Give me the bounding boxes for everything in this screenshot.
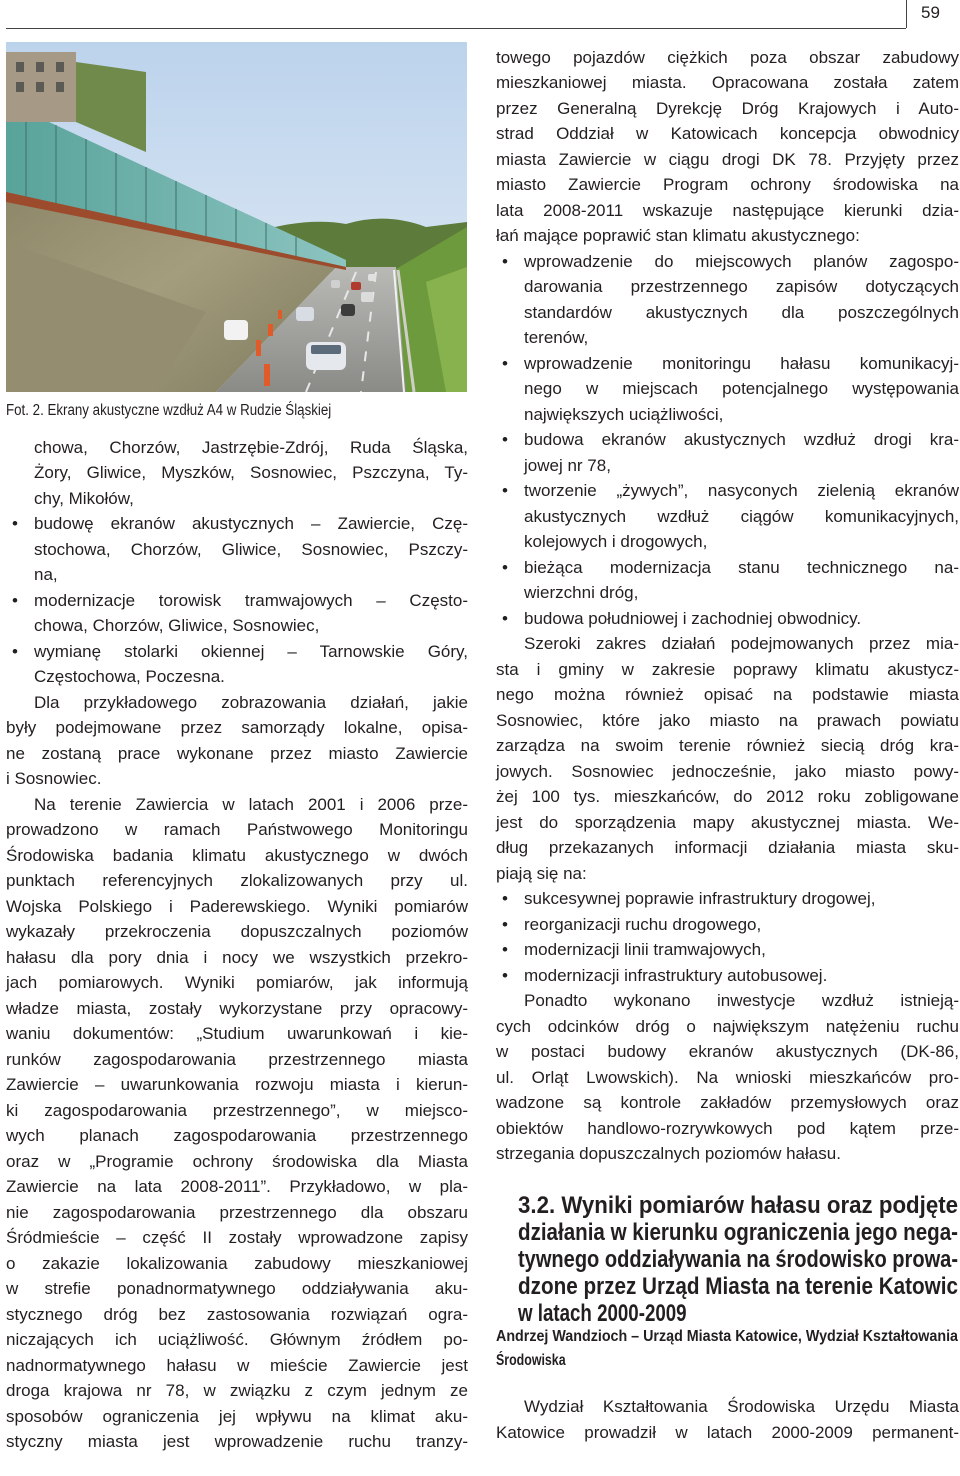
text-line: Dla przykładowego zobrazowania działań, jakie — [34, 693, 468, 712]
text-line: ul. Orląt Lwowskich). Na wnioski mieszkańców pro- — [496, 1068, 959, 1087]
text-line: nie zagospodarowania przestrzennego dla obszaru — [6, 1203, 468, 1222]
text-line: strzegania dopuszczalnych poziomów hałasu. — [496, 1144, 841, 1163]
author-line: Andrzej Wandzioch – Urząd Miasta Katowice, Wydział Kształtowania — [496, 1328, 958, 1345]
text-line: mieszkaniowej miasta. Opracowana została zatem — [496, 73, 959, 92]
text-line: nadnormatywnego hałasu w mieście Zawiercie jest — [6, 1356, 468, 1375]
text-line: piają się na: — [496, 864, 587, 883]
text-line: Ponadto wykonano inwestycje wzdłuż istnieją- — [524, 991, 959, 1010]
section-heading-line: dzone przez Urząd Miasta na terenie Katowic — [518, 1273, 958, 1300]
text-line: nego można również opisać na podstawie miasta — [496, 685, 959, 704]
text-line: jach pomiarowych. Wyniki pomiarów, jak informują — [6, 973, 468, 992]
list-item-line: • tworzenie „żywych”, nasyconych zielenią ekranów — [496, 478, 959, 504]
text-line: strad Oddział w Katowicach koncepcja obwodnicy — [496, 124, 959, 143]
text-line: hałasu dla pory dnia i nocy we wszystkich przekro- — [6, 948, 468, 967]
text-line: o zakazie lokalizowania zabudowy mieszkaniowej — [6, 1254, 468, 1273]
text-line: prowadzono w ramach Państwowego Monitoringu — [6, 820, 468, 839]
text-line: wych planach zagospodarowania przestrzennego — [6, 1126, 468, 1145]
text-line: miasta Zawiercie w ciągu drogi DK 78. Przyjęty przez — [496, 150, 959, 169]
figure-caption: Fot. 2. Ekrany akustyczne wzdłuż A4 w Rudzie Śląskiej — [6, 402, 332, 419]
text-line: sposobów ograniczenia jej wpływu na klimat aku- — [6, 1407, 468, 1426]
text-line: stycznego dróg bez zastosowania rozwiązań ogra- — [6, 1305, 468, 1324]
list-item-line: • modernizacji linii tramwajowych, — [496, 937, 959, 963]
text-line: chowa, Chorzów, Jastrzębie-Zdrój, Ruda Śląska, — [34, 438, 468, 457]
text-line: lata 2008-2011 wskazuje następujące kierunki dzia- — [496, 201, 959, 220]
author-line: Środowiska — [496, 1352, 566, 1369]
text-line: jest do sporządzenia mapy akustycznej miasta. We- — [496, 813, 959, 832]
text-line: akustycznych wzdłuż ciągów komunikacyjnych, — [524, 507, 959, 526]
highway-photo — [6, 42, 467, 392]
header-rule — [6, 28, 906, 29]
section-heading-line: 3.2. Wyniki pomiarów hałasu oraz podjęte — [518, 1192, 958, 1219]
text-line: Częstochowa, Poczesna. — [34, 667, 225, 686]
text-line: Środowiska badania klimatu akustycznego w dwóch — [6, 846, 468, 865]
text-line: styczny miasta jest wprowadzenie ruchu tranzy- — [6, 1432, 468, 1451]
text-line: waniu dokumentów: „Studium uwarunkowań i kie- — [6, 1024, 468, 1043]
list-item-line: • modernizacje torowisk tramwajowych – Często- — [6, 588, 468, 614]
text-line: sta i gminy w zakresie poprawy klimatu akustycz- — [496, 660, 959, 679]
section-heading-line: działania w kierunku ograniczenia jego nega- — [518, 1219, 958, 1246]
list-item-line: • budowę ekranów akustycznych – Zawiercie, Czę- — [6, 511, 468, 537]
text-line: Wydział Kształtowania Środowiska Urzędu Miasta — [524, 1397, 959, 1416]
text-line: chy, Mikołów, — [34, 489, 134, 508]
text-line: łań mające poprawić stan klimatu akustycznego: — [496, 226, 860, 245]
list-item-line: • wymianę stolarki okiennej – Tarnowskie Góry, — [6, 639, 468, 665]
list-item-line: • wprowadzenie do miejscowych planów zagospo- — [496, 249, 959, 275]
text-line: Zawiercie na lata 2008-2011”. Przykładowo, w pla- — [6, 1177, 468, 1196]
text-line: dług przekazanych informacji działania miasta sku- — [496, 838, 959, 857]
text-line: wierzchni dróg, — [524, 583, 639, 602]
list-item-line: • budowa południowej i zachodniej obwodnicy. — [496, 606, 959, 632]
list-item-line: • budowa ekranów akustycznych wzdłuż drogi kra- — [496, 427, 959, 453]
text-line: żej 100 tys. mieszkańców, do 2012 roku zobligowane — [496, 787, 959, 806]
text-line: Katowice prowadził w latach 2000-2009 permanent- — [496, 1423, 959, 1442]
text-line: niczających ich uciążliwość. Głównym źródłem po- — [6, 1330, 468, 1349]
text-line: Śródmieście – część II zostały wprowadzone zapisy — [6, 1228, 468, 1247]
list-item-line: • bieżąca modernizacja stanu technicznego na- — [496, 555, 959, 581]
text-line: towego pojazdów ciężkich poza obszar zabudowy — [496, 48, 959, 67]
text-line: terenów, — [524, 328, 589, 347]
text-line: chowa, Chorzów, Gliwice, Sosnowiec, — [34, 616, 320, 635]
text-line: Wojska Polskiego i Paderewskiego. Wyniki pomiarów — [6, 897, 468, 916]
list-item-line: • wprowadzenie monitoringu hałasu komunikacyj- — [496, 351, 959, 377]
text-line: standardów akustycznych dla poszczególnych — [524, 303, 959, 322]
text-line: Zawiercie – uwarunkowania rozwoju miasta i kierun- — [6, 1075, 468, 1094]
text-line: punktach referencyjnych zlokalizowanych przy ul. — [6, 871, 468, 890]
text-line: miasto Zawiercie Program ochrony środowiska na — [496, 175, 959, 194]
text-line: w postaci budowy ekranów akustycznych (DK-86, — [496, 1042, 959, 1061]
text-line: oraz w „Programie ochrony środowiska dla Miasta — [6, 1152, 468, 1171]
text-line: stochowa, Chorzów, Gliwice, Sosnowiec, Pszczy- — [34, 540, 468, 559]
list-item-line: • modernizacji infrastruktury autobusowej. — [496, 963, 959, 989]
text-line: jowych. Sosnowiec jednocześnie, jako miasto powy- — [496, 762, 959, 781]
list-item-line: • sukcesywnej poprawie infrastruktury drogowej, — [496, 886, 959, 912]
text-line: i Sosnowiec. — [6, 769, 102, 788]
text-line: obiektów handlowo-rozrywkowych pod kątem prze- — [496, 1119, 959, 1138]
text-line: Na terenie Zawiercia w latach 2001 i 2006 prze- — [34, 795, 468, 814]
text-line: w strefie ponadnormatywnego oddziaływania aku- — [6, 1279, 468, 1298]
text-line: Sosnowiec, które jako miasto na prawach powiatu — [496, 711, 959, 730]
text-line: nego w miejscach potencjalnego występowania — [524, 379, 959, 398]
text-line: Szeroki zakres działań podejmowanych przez mia- — [524, 634, 959, 653]
text-line: największych uciążliwości, — [524, 405, 724, 424]
page-number: 59 — [921, 3, 940, 22]
text-line: przez Generalną Dyrekcję Dróg Krajowych i Auto- — [496, 99, 959, 118]
section-heading-line: w latach 2000-2009 — [518, 1300, 687, 1327]
text-line: były podejmowane przez samorządy lokalne, opisa- — [6, 718, 468, 737]
text-line: jowej nr 78, — [524, 456, 611, 475]
text-line: ki zagospodarowania przestrzennego”, w miejsco- — [6, 1101, 468, 1120]
list-item-line: • reorganizacji ruchu drogowego, — [496, 912, 959, 938]
text-line: darowania przestrzennego zapisów dotyczących — [524, 277, 959, 296]
text-line: wykazały przekroczenia dopuszczalnych poziomów — [6, 922, 468, 941]
text-line: droga krajowa nr 78, w związku z czym jednym ze — [6, 1381, 468, 1400]
text-line: zarządza na swoim terenie również siecią dróg kra- — [496, 736, 959, 755]
text-line: władze miasta, zostały wykorzystane przy opracowy- — [6, 999, 468, 1018]
section-heading-line: tywnego oddziaływania na środowisko prowa- — [518, 1246, 958, 1273]
text-line: runków zagospodarowania przestrzennego miasta — [6, 1050, 468, 1069]
text-line: kolejowych i drogowych, — [524, 532, 708, 551]
text-line: wadzone są kontrole zakładów przemysłowych oraz — [496, 1093, 959, 1112]
text-line: Żory, Gliwice, Myszków, Sosnowiec, Pszczyna, Ty- — [34, 463, 468, 482]
text-line: cych odcinków dróg o największym natężeniu ruchu — [496, 1017, 959, 1036]
text-line: na, — [34, 565, 58, 584]
text-line: ne zostaną prace wykonane przez miasto Zawiercie — [6, 744, 468, 763]
